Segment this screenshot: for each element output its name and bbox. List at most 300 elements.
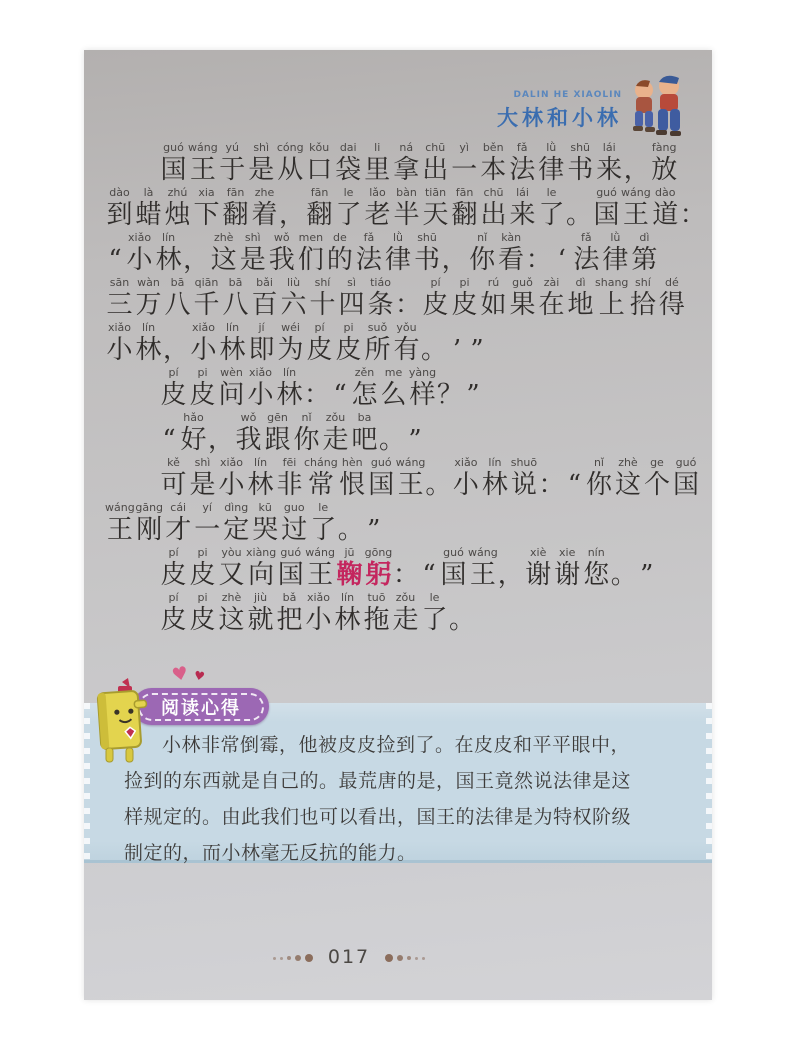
hanzi-cell bbox=[305, 546, 335, 590]
hanzi: 即 bbox=[248, 335, 275, 365]
hanzi-cell bbox=[250, 186, 279, 230]
pinyin: bǎ bbox=[282, 591, 297, 604]
pinyin: lín bbox=[162, 231, 176, 244]
pinyin: wáng bbox=[305, 546, 335, 559]
hanzi-cell bbox=[366, 276, 395, 320]
hanzi: 皮 bbox=[189, 605, 216, 635]
hanzi: 一 bbox=[451, 155, 478, 185]
hanzi-cell bbox=[479, 141, 508, 185]
pinyin: fǎ bbox=[363, 231, 375, 244]
pinyin: wáng bbox=[621, 186, 651, 199]
hanzi-cell bbox=[450, 141, 479, 185]
hanzi-cell bbox=[468, 546, 498, 590]
pinyin: sì bbox=[347, 276, 356, 289]
hanzi: 书 bbox=[567, 155, 594, 185]
hanzi: 说 bbox=[510, 470, 537, 500]
hanzi-cell bbox=[592, 186, 621, 230]
hanzi-cell bbox=[234, 411, 263, 455]
pinyin: rú bbox=[487, 276, 500, 289]
hanzi-cell bbox=[508, 141, 537, 185]
hanzi: 吧 bbox=[351, 425, 378, 455]
hanzi-cell bbox=[209, 231, 238, 275]
hanzi: ， bbox=[163, 335, 190, 365]
hanzi: 四 bbox=[338, 290, 365, 320]
hanzi-cell bbox=[218, 321, 247, 365]
hanzi-cell bbox=[350, 366, 379, 410]
hanzi-cell bbox=[309, 501, 338, 545]
hanzi: 王 bbox=[469, 560, 496, 590]
hanzi-cell bbox=[159, 591, 188, 635]
hanzi-cell bbox=[163, 186, 192, 230]
hanzi: 皮 bbox=[160, 605, 187, 635]
hanzi: 下 bbox=[193, 200, 220, 230]
pinyin: nǐ bbox=[301, 411, 312, 424]
hanzi-cell bbox=[420, 591, 449, 635]
hanzi-cell bbox=[364, 501, 384, 545]
hanzi: 。 bbox=[425, 470, 452, 500]
pinyin: xiǎo bbox=[306, 591, 331, 604]
hanzi: ： bbox=[538, 470, 565, 500]
hanzi: 口 bbox=[306, 155, 333, 185]
hanzi-cell bbox=[538, 456, 564, 500]
pinyin: lái bbox=[516, 186, 529, 199]
pinyin: xiǎo bbox=[219, 456, 244, 469]
hanzi-cell bbox=[159, 411, 179, 455]
hanzi-cell bbox=[105, 276, 134, 320]
hanzi-cell bbox=[292, 411, 321, 455]
hanzi: 么 bbox=[380, 380, 407, 410]
hanzi: “ bbox=[108, 245, 122, 275]
hanzi: 了 bbox=[335, 200, 362, 230]
pinyin: xiàng bbox=[246, 546, 277, 559]
hanzi: 非 bbox=[276, 470, 303, 500]
hanzi: 王 bbox=[397, 470, 424, 500]
hanzi: 是 bbox=[239, 245, 266, 275]
pinyin: hèn bbox=[341, 456, 363, 469]
hanzi-cell bbox=[246, 546, 276, 590]
pinyin: guo bbox=[283, 501, 305, 514]
hanzi: 林 bbox=[276, 380, 303, 410]
pinyin: sān bbox=[109, 276, 130, 289]
hanzi-cell bbox=[337, 276, 366, 320]
hanzi: 翻 bbox=[451, 200, 478, 230]
hanzi-cell bbox=[421, 321, 447, 365]
hanzi: 小 bbox=[126, 245, 153, 275]
pinyin: shì bbox=[253, 141, 270, 154]
hanzi: 个 bbox=[643, 470, 670, 500]
hanzi: “ bbox=[567, 470, 582, 500]
highlighted-hanzi-cell bbox=[335, 546, 364, 590]
pinyin: pí bbox=[168, 546, 179, 559]
hanzi-cell bbox=[267, 231, 296, 275]
hanzi-cell bbox=[192, 186, 221, 230]
pinyin: shū bbox=[417, 231, 437, 244]
hanzi: 拖 bbox=[363, 605, 390, 635]
hanzi: 。 bbox=[566, 200, 593, 230]
text-line bbox=[105, 320, 659, 365]
pinyin: pi bbox=[197, 366, 208, 379]
pinyin: lǜ bbox=[392, 231, 403, 244]
hanzi-cell bbox=[566, 141, 595, 185]
pinyin: yì bbox=[459, 141, 469, 154]
hanzi: 一 bbox=[194, 515, 221, 545]
body-text bbox=[105, 140, 706, 635]
hanzi-cell bbox=[192, 276, 221, 320]
pinyin: shuō bbox=[510, 456, 538, 469]
pinyin: yí bbox=[202, 501, 212, 514]
pinyin: zài bbox=[543, 276, 560, 289]
badge-label: 阅读心得 bbox=[161, 697, 241, 719]
hanzi-cell bbox=[572, 231, 601, 275]
pinyin: wáng bbox=[395, 456, 426, 469]
pinyin: fān bbox=[226, 186, 245, 199]
hanzi-cell bbox=[451, 456, 480, 500]
hanzi-cell bbox=[279, 276, 308, 320]
hanzi: 就 bbox=[247, 605, 274, 635]
text-line bbox=[105, 185, 706, 230]
hanzi-cell bbox=[611, 546, 637, 590]
hanzi: 跟 bbox=[264, 425, 291, 455]
hanzi: 鞠 bbox=[336, 560, 363, 590]
hanzi: 。 bbox=[421, 335, 448, 365]
hanzi: 国 bbox=[672, 470, 699, 500]
hanzi-cell bbox=[251, 501, 280, 545]
hanzi: 道 bbox=[652, 200, 679, 230]
hanzi: ： bbox=[392, 560, 419, 590]
hanzi: 第 bbox=[631, 245, 658, 275]
hanzi-cell bbox=[222, 501, 251, 545]
hanzi-cell bbox=[247, 321, 276, 365]
pinyin: cháng bbox=[304, 456, 338, 469]
hanzi: 八 bbox=[164, 290, 191, 320]
pinyin: dì bbox=[639, 231, 650, 244]
pinyin: bā bbox=[170, 276, 185, 289]
hanzi: 翻 bbox=[222, 200, 249, 230]
pinyin: zhe bbox=[254, 186, 275, 199]
hanzi: 国 bbox=[440, 560, 467, 590]
pinyin: là bbox=[143, 186, 154, 199]
hanzi: 了 bbox=[310, 515, 337, 545]
hanzi: 林 bbox=[481, 470, 508, 500]
pinyin: wàn bbox=[137, 276, 160, 289]
hanzi-cell bbox=[468, 231, 497, 275]
pinyin: gōng bbox=[364, 546, 393, 559]
hanzi-cell bbox=[509, 456, 538, 500]
pinyin: nín bbox=[587, 546, 605, 559]
pinyin: lín bbox=[141, 321, 156, 334]
pinyin: zhè bbox=[213, 231, 234, 244]
hanzi-cell bbox=[449, 591, 475, 635]
hanzi-cell bbox=[163, 321, 189, 365]
hanzi: 这 bbox=[218, 605, 245, 635]
pinyin: guó bbox=[596, 186, 617, 199]
pinyin: shū bbox=[570, 141, 591, 154]
pinyin: le bbox=[343, 186, 354, 199]
hanzi-cell bbox=[566, 276, 595, 320]
hanzi-cell bbox=[188, 366, 217, 410]
hanzi-cell bbox=[305, 186, 334, 230]
hanzi-cell bbox=[637, 546, 657, 590]
reading-notes-badge bbox=[133, 688, 269, 725]
hanzi-cell bbox=[246, 591, 275, 635]
hanzi: 林 bbox=[247, 470, 274, 500]
hanzi: 为 bbox=[277, 335, 304, 365]
hanzi: 六 bbox=[280, 290, 307, 320]
hanzi: ， bbox=[623, 155, 650, 185]
pinyin: fān bbox=[455, 186, 474, 199]
hanzi: ， bbox=[441, 245, 468, 275]
hanzi-cell bbox=[217, 456, 246, 500]
pinyin: lái bbox=[602, 141, 616, 154]
hanzi: 百 bbox=[251, 290, 278, 320]
hanzi: ” bbox=[640, 560, 654, 590]
hanzi: 谢 bbox=[554, 560, 581, 590]
hanzi: 国 bbox=[593, 200, 620, 230]
pinyin: dai bbox=[339, 141, 357, 154]
pinyin: wǒ bbox=[273, 231, 290, 244]
text-line bbox=[105, 590, 659, 635]
hanzi-cell bbox=[247, 141, 276, 185]
hanzi-cell bbox=[179, 411, 208, 455]
hanzi-cell bbox=[650, 141, 679, 185]
hanzi-cell bbox=[392, 141, 421, 185]
hanzi-cell bbox=[275, 456, 304, 500]
pinyin: lǎo bbox=[369, 186, 386, 199]
hanzi-cell bbox=[362, 591, 391, 635]
hanzi: 你 bbox=[585, 470, 612, 500]
hanzi: 王 bbox=[189, 155, 216, 185]
hanzi: 您 bbox=[583, 560, 610, 590]
pinyin: guó bbox=[163, 141, 184, 154]
pinyin: kàn bbox=[501, 231, 522, 244]
hanzi: 从 bbox=[277, 155, 304, 185]
pinyin: pí bbox=[168, 591, 179, 604]
hanzi-cell bbox=[408, 366, 437, 410]
pinyin: xiǎo bbox=[454, 456, 478, 469]
pinyin: xiè bbox=[530, 546, 547, 559]
hanzi-cell bbox=[421, 141, 450, 185]
pinyin: dì bbox=[575, 276, 586, 289]
hanzi: 好 bbox=[180, 425, 207, 455]
hanzi: 千 bbox=[193, 290, 220, 320]
pinyin: pi bbox=[197, 591, 208, 604]
hanzi-cell bbox=[338, 456, 367, 500]
hanzi-cell bbox=[524, 546, 553, 590]
text-line bbox=[105, 275, 685, 320]
hanzi: ’ bbox=[452, 335, 462, 365]
pinyin: xia bbox=[198, 186, 215, 199]
hanzi-cell bbox=[217, 366, 246, 410]
hanzi: 把 bbox=[276, 605, 303, 635]
pinyin: xiǎo bbox=[248, 366, 273, 379]
hanzi: 我 bbox=[235, 425, 262, 455]
pinyin: shang bbox=[595, 276, 629, 289]
hanzi: 蜡 bbox=[135, 200, 162, 230]
hanzi: 律 bbox=[538, 155, 565, 185]
hanzi-cell bbox=[582, 546, 611, 590]
hanzi: 于 bbox=[219, 155, 246, 185]
hanzi-cell bbox=[552, 231, 572, 275]
hanzi-cell bbox=[275, 366, 304, 410]
hanzi: 律 bbox=[602, 245, 629, 275]
page-number: 017 bbox=[327, 946, 371, 968]
pinyin: zhè bbox=[221, 591, 242, 604]
hanzi-cell bbox=[334, 141, 363, 185]
hanzi: ” bbox=[367, 515, 381, 545]
pinyin: pi bbox=[197, 546, 208, 559]
hanzi: “ bbox=[162, 425, 176, 455]
pinyin: wáng bbox=[188, 141, 218, 154]
pinyin: xiǎo bbox=[107, 321, 132, 334]
hanzi-cell bbox=[159, 366, 188, 410]
hanzi-cell bbox=[217, 546, 246, 590]
pinyin: yòu bbox=[221, 546, 242, 559]
pinyin: kǒu bbox=[309, 141, 330, 154]
hanzi-cell bbox=[467, 321, 487, 365]
highlighted-hanzi-cell bbox=[364, 546, 393, 590]
hanzi: 上 bbox=[598, 290, 625, 320]
hanzi-cell bbox=[395, 276, 421, 320]
hanzi: 走 bbox=[322, 425, 349, 455]
pinyin: kū bbox=[258, 501, 272, 514]
hanzi-cell bbox=[218, 141, 247, 185]
hanzi-cell bbox=[396, 456, 426, 500]
pinyin: li bbox=[374, 141, 381, 154]
pinyin: běn bbox=[482, 141, 504, 154]
book-page bbox=[84, 50, 712, 1000]
hanzi-cell bbox=[537, 276, 566, 320]
hanzi-cell bbox=[304, 456, 338, 500]
footer-dots-left bbox=[271, 948, 315, 967]
pinyin: shí bbox=[635, 276, 651, 289]
hanzi: ” bbox=[466, 380, 480, 410]
hanzi-cell bbox=[188, 141, 218, 185]
hanzi-cell bbox=[125, 231, 154, 275]
hanzi: 国 bbox=[368, 470, 395, 500]
hanzi: 王 bbox=[307, 560, 334, 590]
hanzi: ： bbox=[525, 245, 552, 275]
hanzi-cell bbox=[442, 231, 468, 275]
hanzi-cell bbox=[238, 231, 267, 275]
hanzi-cell bbox=[338, 501, 364, 545]
hanzi-cell bbox=[363, 141, 392, 185]
hanzi: 过 bbox=[281, 515, 308, 545]
hanzi-cell bbox=[193, 501, 222, 545]
pinyin: qiān bbox=[194, 276, 219, 289]
pinyin: zǒu bbox=[395, 591, 416, 604]
pinyin: de bbox=[333, 231, 347, 244]
hanzi-cell bbox=[304, 591, 333, 635]
hanzi: 国 bbox=[160, 155, 187, 185]
hanzi: “ bbox=[333, 380, 347, 410]
hanzi-cell bbox=[584, 456, 613, 500]
pinyin: zěn bbox=[354, 366, 375, 379]
hanzi-cell bbox=[419, 546, 439, 590]
pinyin: hǎo bbox=[183, 411, 204, 424]
hanzi-cell bbox=[334, 321, 363, 365]
hanzi-cell bbox=[447, 321, 467, 365]
hanzi: 果 bbox=[509, 290, 536, 320]
hanzi: ， bbox=[183, 245, 210, 275]
hanzi: 林 bbox=[155, 245, 182, 275]
hanzi: ” bbox=[408, 425, 422, 455]
pinyin: guó bbox=[370, 456, 392, 469]
pinyin: le bbox=[318, 501, 329, 514]
pinyin: lín bbox=[282, 366, 297, 379]
hanzi: 放 bbox=[651, 155, 678, 185]
hanzi-cell bbox=[305, 141, 334, 185]
hanzi-cell bbox=[276, 141, 305, 185]
hanzi-cell bbox=[321, 411, 350, 455]
pinyin: xiǎo bbox=[191, 321, 216, 334]
hanzi-cell bbox=[135, 501, 164, 545]
hanzi-cell bbox=[325, 231, 354, 275]
hanzi: ： bbox=[304, 380, 331, 410]
hanzi: 法 bbox=[573, 245, 600, 275]
reading-notes-box bbox=[84, 703, 712, 863]
hanzi: 可 bbox=[160, 470, 187, 500]
hanzi-cell bbox=[566, 186, 592, 230]
hanzi: 八 bbox=[222, 290, 249, 320]
pinyin: fàng bbox=[651, 141, 677, 154]
hanzi-cell bbox=[379, 411, 405, 455]
hanzi-cell bbox=[450, 276, 479, 320]
hanzi-cell bbox=[479, 276, 508, 320]
hanzi-cell bbox=[105, 186, 134, 230]
hanzi: 本 bbox=[480, 155, 507, 185]
pinyin: bā bbox=[228, 276, 243, 289]
hanzi-cell bbox=[363, 321, 392, 365]
page-header bbox=[497, 90, 622, 132]
pinyin: dìng bbox=[224, 501, 249, 514]
hanzi: 是 bbox=[189, 470, 216, 500]
hanzi: 小 bbox=[106, 335, 133, 365]
hanzi: 国 bbox=[277, 560, 304, 590]
hanzi: 所 bbox=[364, 335, 391, 365]
hanzi-cell bbox=[134, 186, 163, 230]
hanzi: 得 bbox=[658, 290, 685, 320]
hanzi-cell bbox=[159, 546, 188, 590]
hanzi: ， bbox=[497, 560, 524, 590]
pinyin: jí bbox=[258, 321, 265, 334]
pinyin: lín bbox=[253, 456, 268, 469]
hanzi-cell bbox=[553, 546, 582, 590]
hanzi: “ bbox=[422, 560, 436, 590]
hanzi-cell bbox=[217, 591, 246, 635]
text-line bbox=[105, 230, 659, 275]
page-footer bbox=[84, 946, 614, 968]
hearts-decoration bbox=[169, 662, 207, 687]
hanzi-cell bbox=[628, 276, 657, 320]
hanzi: 小 bbox=[305, 605, 332, 635]
pinyin: fān bbox=[310, 186, 329, 199]
pinyin: me bbox=[384, 366, 403, 379]
text-line bbox=[105, 545, 659, 590]
pinyin: le bbox=[546, 186, 557, 199]
hanzi-cell bbox=[508, 186, 537, 230]
hanzi: 皮 bbox=[160, 380, 187, 410]
hanzi-cell bbox=[526, 231, 552, 275]
hanzi: ” bbox=[470, 335, 484, 365]
pinyin: jiù bbox=[253, 591, 268, 604]
pinyin: wáng bbox=[467, 546, 498, 559]
hanzi-cell bbox=[188, 456, 217, 500]
pinyin: wèn bbox=[220, 366, 243, 379]
hanzi: 林 bbox=[135, 335, 162, 365]
hanzi: 王 bbox=[622, 200, 649, 230]
hanzi: 的 bbox=[326, 245, 353, 275]
hanzi-cell bbox=[208, 411, 234, 455]
